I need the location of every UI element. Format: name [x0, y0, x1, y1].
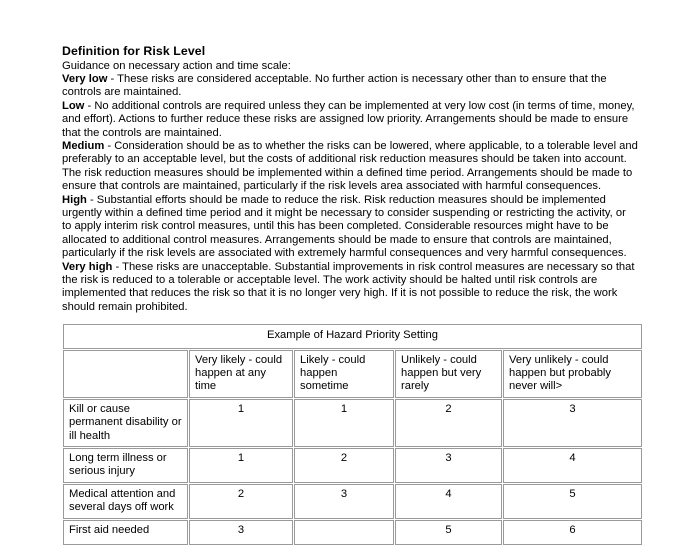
score-cell: 3	[189, 520, 293, 545]
score-cell: 3	[294, 484, 394, 519]
definition-term: Low	[62, 99, 85, 112]
definition-term: Very low	[62, 72, 108, 85]
column-header-likely: Likely - could happen sometime	[294, 350, 394, 398]
score-cell: 5	[503, 484, 642, 519]
row-header-label: First aid needed	[63, 520, 188, 545]
table-row	[63, 448, 642, 483]
definition-body: - Substantial efforts should be made to reduce the risk. Risk reduction measures should be implemented urgently within a defined time period and it might be necessary to consider suspending or restricting the activity, or to apply interim risk control measures, until this has been completed. Considerable resources might have to be allocated to additional control measures. Arrangements should be made to ensure that controls are maintained, particularly if the risk levels are associated with extremely harmful consequences and very harmful consequences.	[62, 193, 627, 260]
definition-term: Very high	[62, 260, 113, 273]
row-header-label: Long term illness or serious injury	[63, 448, 188, 483]
score-cell: 1	[189, 448, 293, 483]
definition-very-low	[62, 73, 638, 100]
column-header-very-unlikely: Very unlikely - could happen but probably never will>	[503, 350, 642, 398]
definition-term: Medium	[62, 139, 105, 152]
score-cell: 3	[395, 448, 502, 483]
definition-term: High	[62, 193, 87, 206]
definition-low	[62, 100, 638, 140]
score-cell: 4	[503, 448, 642, 483]
hazard-priority-table	[62, 323, 643, 545]
score-cell: 3	[503, 399, 642, 447]
definition-body: - No additional controls are required unless they can be implemented at very low cost (in terms of time, money, and effort). Actions to further reduce these risks are assigned low priority. Arrangements should be made to ensure that the controls are maintained.	[62, 99, 635, 139]
definition-body: - These risks are unacceptable. Substantial improvements in risk control measures are necessary so that the risk is reduced to a tolerable or acceptable level. The work activity should be halted until risk controls are implemented that reduces the risk so that it is no longer very high. If it is not possible to reduce the risk, the work should remain prohibited.	[62, 260, 635, 313]
score-cell: 5	[395, 520, 502, 545]
table-caption-row	[63, 324, 642, 348]
intro-text: Guidance on necessary action and time scale:	[62, 59, 291, 72]
definition-very-high	[62, 261, 638, 315]
page-title: Definition for Risk Level	[62, 44, 206, 58]
score-cell	[294, 520, 394, 545]
score-cell: 6	[503, 520, 642, 545]
table-row	[63, 484, 642, 519]
definition-medium	[62, 140, 638, 194]
table-row	[63, 520, 642, 545]
definition-body: - These risks are considered acceptable. No further action is necessary other than to ensure that the controls are maintained.	[62, 72, 607, 99]
table-corner-header	[63, 350, 188, 398]
row-header-label: Kill or cause permanent disability or ill health	[63, 399, 188, 447]
table-row	[63, 399, 642, 447]
row-header-label: Medical attention and several days off work	[63, 484, 188, 519]
column-header-very-likely: Very likely - could happen at any time	[189, 350, 293, 398]
score-cell: 1	[189, 399, 293, 447]
score-cell: 4	[395, 484, 502, 519]
definition-high	[62, 194, 638, 261]
table-caption: Example of Hazard Priority Setting	[63, 324, 642, 348]
score-cell: 1	[294, 399, 394, 447]
score-cell: 2	[189, 484, 293, 519]
definition-body: - Consideration should be as to whether the risks can be lowered, where applicable, to a tolerable level and preferably to an acceptable level, but the costs of additional risk reduction measures should be taken into account. The risk reduction measures should be implemented within a defined time period. Arrangements should be made to ensure that controls are maintained, particularly if the risk levels area associated with harmful consequences.	[62, 139, 638, 193]
score-cell: 2	[294, 448, 394, 483]
column-header-unlikely: Unlikely - could happen but very rarely	[395, 350, 502, 398]
table-header-row	[63, 350, 642, 398]
score-cell: 2	[395, 399, 502, 447]
